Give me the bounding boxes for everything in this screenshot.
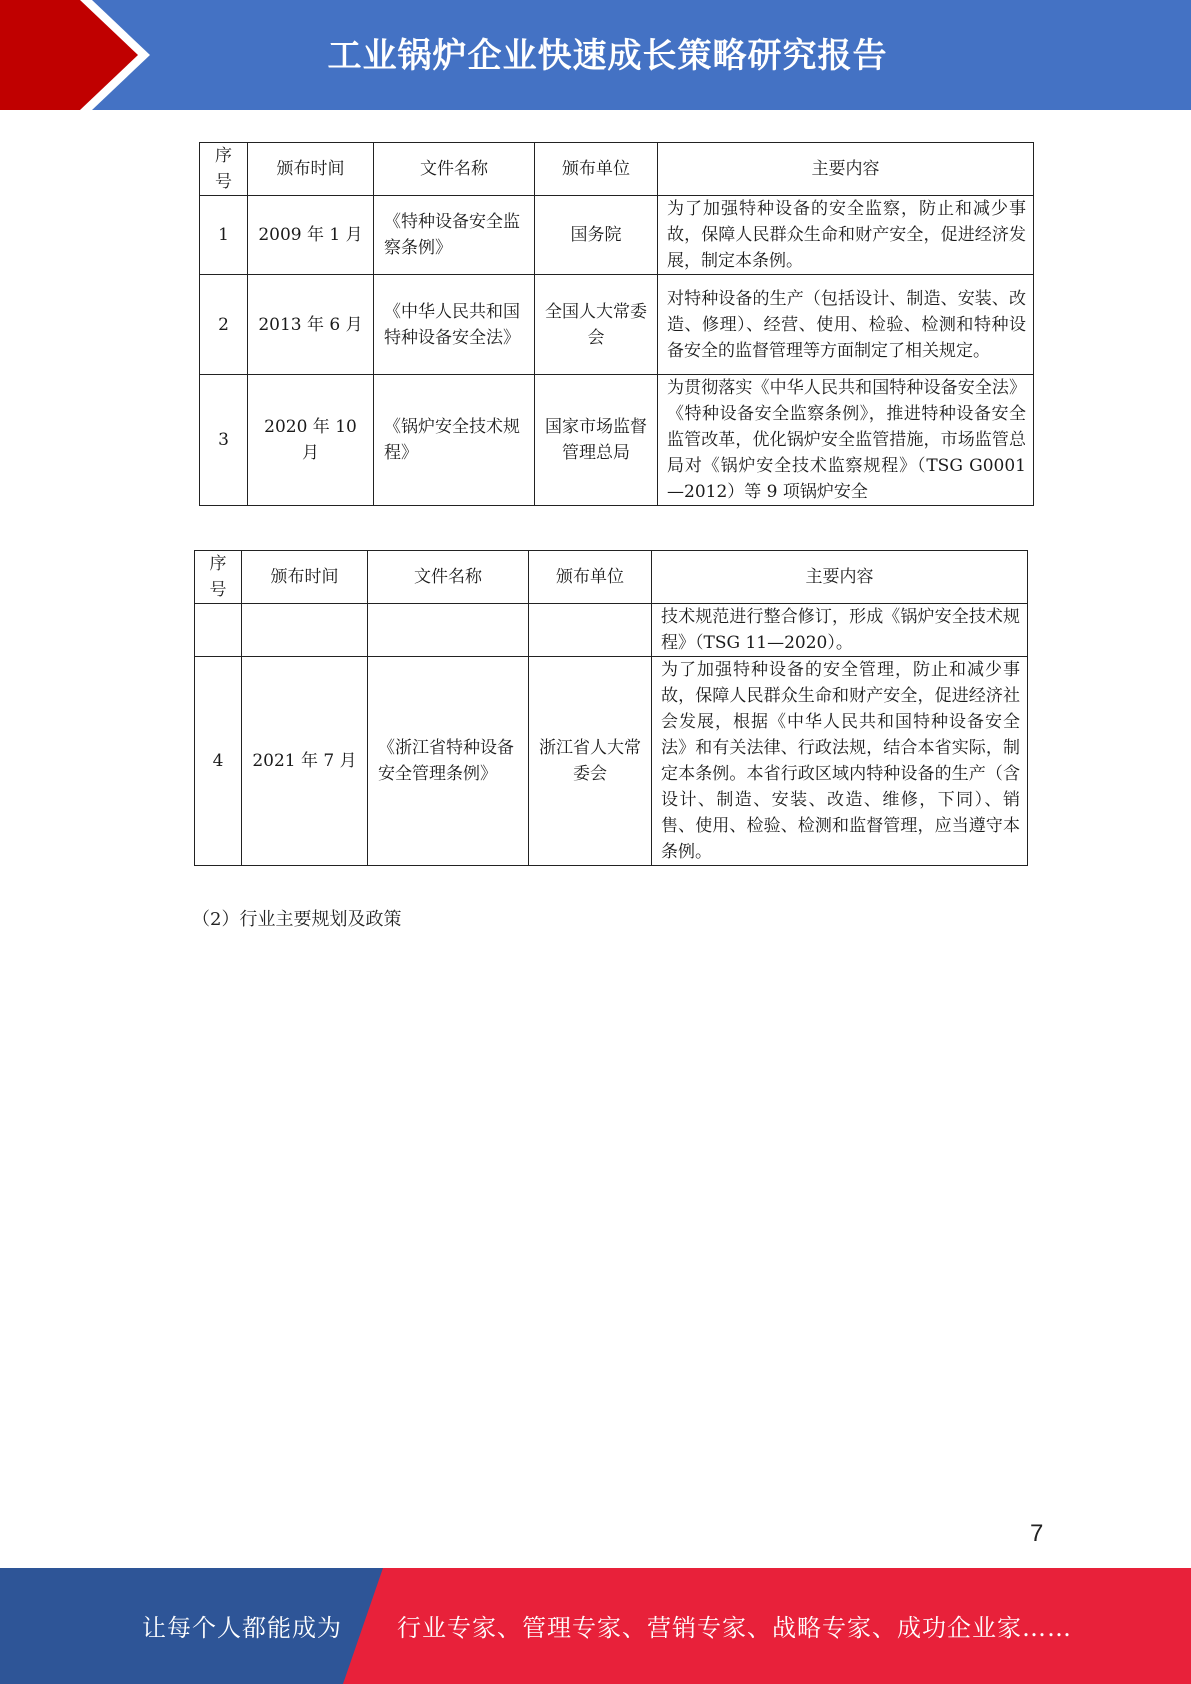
- cell-date: 2009 年 1 月: [248, 196, 374, 275]
- cell-issuer: 浙江省人大常委会: [529, 657, 652, 866]
- col-header-name: 文件名称: [368, 551, 529, 604]
- table-row: [200, 196, 1034, 275]
- table-header-row: [200, 143, 1034, 196]
- cell-name: 《特种设备安全监察条例》: [374, 196, 535, 275]
- col-header-issuer: 颁布单位: [535, 143, 658, 196]
- regulation-table-1: [199, 142, 1034, 506]
- footer-slogan-right: 行业专家、管理专家、营销专家、战略专家、成功企业家……: [397, 1614, 1072, 1642]
- cell-date: 2021 年 7 月: [242, 657, 368, 866]
- cell-content: 为了加强特种设备的安全管理，防止和减少事故，保障人民群众生命和财产安全，促进经济社会发展，根据《中华人民共和国特种设备安全法》和有关法律、行政法规，结合本省实际，制定本条例。本省行政区域内特种设备的生产（含设计、制造、安装、改造、维修，下同）、销售、使用、检验、检测和监督管理，应当遵守本条例。: [652, 657, 1028, 866]
- page-footer: [0, 1568, 1191, 1684]
- col-header-content: 主要内容: [658, 143, 1034, 196]
- footer-slogan-left: 让每个人都能成为: [142, 1614, 342, 1642]
- cell-issuer: 全国人大常委会: [535, 275, 658, 375]
- cell-date: [242, 604, 368, 657]
- table-header-row: [195, 551, 1028, 604]
- cell-no: [195, 604, 242, 657]
- cell-content: 为了加强特种设备的安全监察，防止和减少事故，保障人民群众生命和财产安全，促进经济发展，制定本条例。: [658, 196, 1034, 275]
- col-header-date: 颁布时间: [242, 551, 368, 604]
- cell-name: 《锅炉安全技术规程》: [374, 375, 535, 506]
- cell-date: 2020 年 10 月: [248, 375, 374, 506]
- page-number: 7: [1030, 1520, 1044, 1547]
- col-header-date: 颁布时间: [248, 143, 374, 196]
- col-header-content: 主要内容: [652, 551, 1028, 604]
- page-header: [0, 0, 1191, 110]
- cell-name: 《中华人民共和国特种设备安全法》: [374, 275, 535, 375]
- table-row: [195, 657, 1028, 866]
- cell-name: [368, 604, 529, 657]
- col-header-no: 序号: [200, 143, 248, 196]
- cell-content: 对特种设备的生产（包括设计、制造、安装、改造、修理）、经营、使用、检验、检测和特种设备安全的监督管理等方面制定了相关规定。: [658, 275, 1034, 375]
- cell-issuer: 国务院: [535, 196, 658, 275]
- cell-name: 《浙江省特种设备安全管理条例》: [368, 657, 529, 866]
- report-title: 工业锅炉企业快速成长策略研究报告: [327, 36, 888, 76]
- cell-date: 2013 年 6 月: [248, 275, 374, 375]
- col-header-no: 序号: [195, 551, 242, 604]
- table-row: [200, 275, 1034, 375]
- cell-no: 4: [195, 657, 242, 866]
- col-header-issuer: 颁布单位: [529, 551, 652, 604]
- cell-no: 1: [200, 196, 248, 275]
- cell-issuer: 国家市场监督管理总局: [535, 375, 658, 506]
- cell-issuer: [529, 604, 652, 657]
- table-row: [200, 375, 1034, 506]
- cell-no: 3: [200, 375, 248, 506]
- col-header-name: 文件名称: [374, 143, 535, 196]
- cell-content: 为贯彻落实《中华人民共和国特种设备安全法》《特种设备安全监察条例》，推进特种设备安全监管改革，优化锅炉安全监管措施，市场监管总局对《锅炉安全技术监察规程》（TSG G0001—2012）等 9 项锅炉安全: [658, 375, 1034, 506]
- cell-content: 技术规范进行整合修订，形成《锅炉安全技术规程》（TSG 11—2020）。: [652, 604, 1028, 657]
- table-row: [195, 604, 1028, 657]
- regulation-table-2: [194, 550, 1028, 866]
- section-heading: （2）行业主要规划及政策: [192, 909, 402, 930]
- cell-no: 2: [200, 275, 248, 375]
